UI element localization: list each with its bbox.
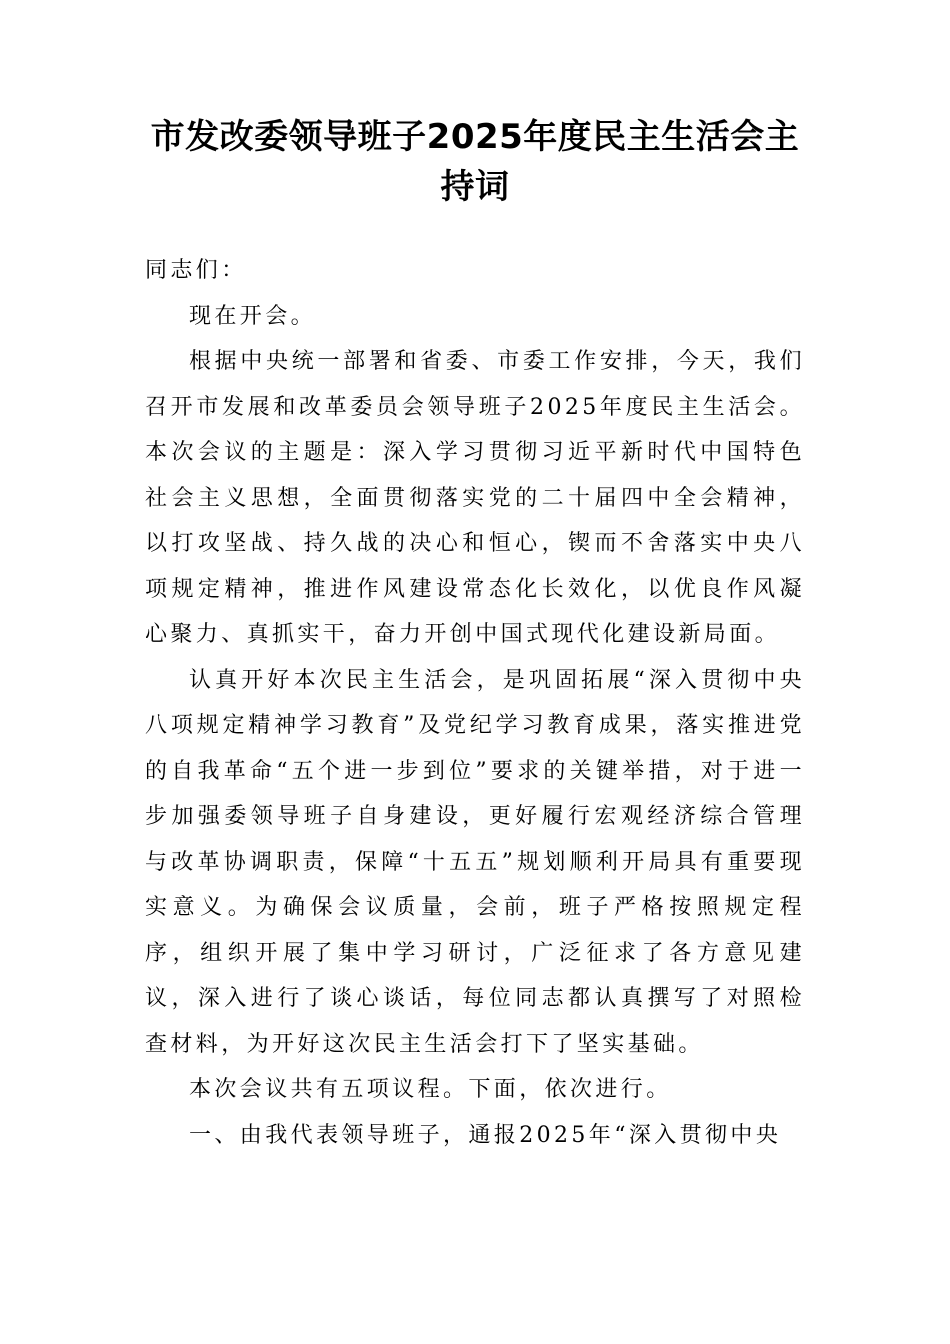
paragraph-meeting-theme: 根据中央统一部署和省委、市委工作安排，今天，我们召开市发展和改革委员会领导班子2025年度民主生活会。本次会议的主题是：深入学习贯彻习近平新时代中国特色社会主义思想，全面贯彻落实党的二十届四中全会精神，以打攻坚战、持久战的决心和恒心，锲而不舍落实中央八项规定精神，推进作风建设常态化长效化，以优良作风凝心聚力、真抓实干，奋力开创中国式现代化建设新局面。 [145, 349, 805, 647]
document-title: 市发改委领导班子2025年度民主生活会主持词 [150, 117, 800, 207]
paragraph-opening: 现在开会。 [189, 303, 317, 329]
paragraph-agenda-intro: 本次会议共有五项议程。下面，依次进行。 [189, 1077, 672, 1102]
paragraph-agenda-item-1: 一、由我代表领导班子，通报2025年“深入贯彻中央 [189, 1122, 782, 1148]
document-body [145, 248, 805, 1158]
salutation: 同志们： [145, 258, 247, 283]
paragraph-meeting-significance: 认真开好本次民主生活会，是巩固拓展“深入贯彻中央八项规定精神学习教育”及党纪学习教育成果，落实推进党的自我革命“五个进一步到位”要求的关键举措，对于进一步加强委领导班子自身建设，更好履行宏观经济综合管理与改革协调职责，保障“十五五”规划顺利开局具有重要现实意义。为确保会议质量，会前，班子严格按照规定程序，组织开展了集中学习研讨，广泛征求了各方意见建议，深入进行了谈心谈话，每位同志都认真撰写了对照检查材料，为开好这次民主生活会打下了坚实基础。 [145, 667, 805, 1057]
